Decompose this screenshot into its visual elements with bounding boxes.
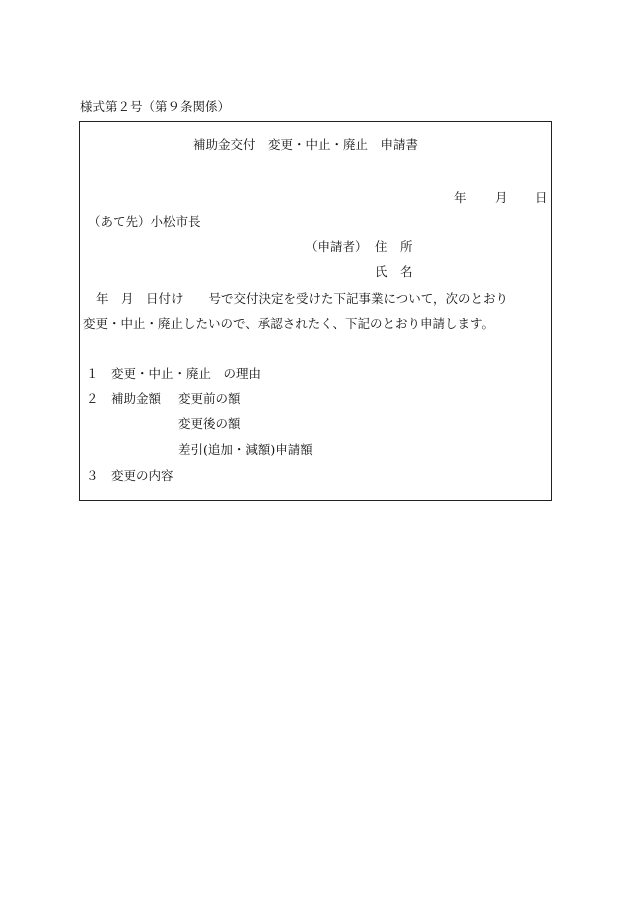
addressee: （あて先）小松市長 xyxy=(88,214,201,229)
item-2-after: 変更後の額 xyxy=(178,416,241,431)
item-2-number: ２ xyxy=(86,391,99,406)
date-year: 年 xyxy=(454,190,467,205)
item-2-label: 補助金額 xyxy=(111,391,162,406)
page-title: 補助金交付 変更・中止・廃止 申請書 xyxy=(193,137,419,152)
item-1-text: 変更・中止・廃止 の理由 xyxy=(111,366,262,381)
applicant-name-label: 氏 名 xyxy=(375,264,413,279)
date-month: 月 xyxy=(495,190,508,205)
form-box xyxy=(79,121,552,501)
date-day: 日 xyxy=(535,190,548,205)
applicant-label: （申請者） xyxy=(305,239,368,254)
body-line-1: 年 月 日付け 号で交付決定を受けた下記事業について，次のとおり xyxy=(96,291,509,306)
body-line-2: 変更・中止・廃止したいので、承認されたく、下記のとおり申請します。 xyxy=(83,316,495,331)
item-1-number: １ xyxy=(86,366,99,381)
item-2-difference: 差引(追加・減額)申請額 xyxy=(178,442,313,457)
item-3-number: ３ xyxy=(86,468,99,483)
applicant-address-label: 住 所 xyxy=(375,239,413,254)
item-2-before: 変更前の額 xyxy=(178,391,241,406)
form-number: 様式第２号（第９条関係） xyxy=(80,99,231,114)
item-3-text: 変更の内容 xyxy=(111,468,174,483)
